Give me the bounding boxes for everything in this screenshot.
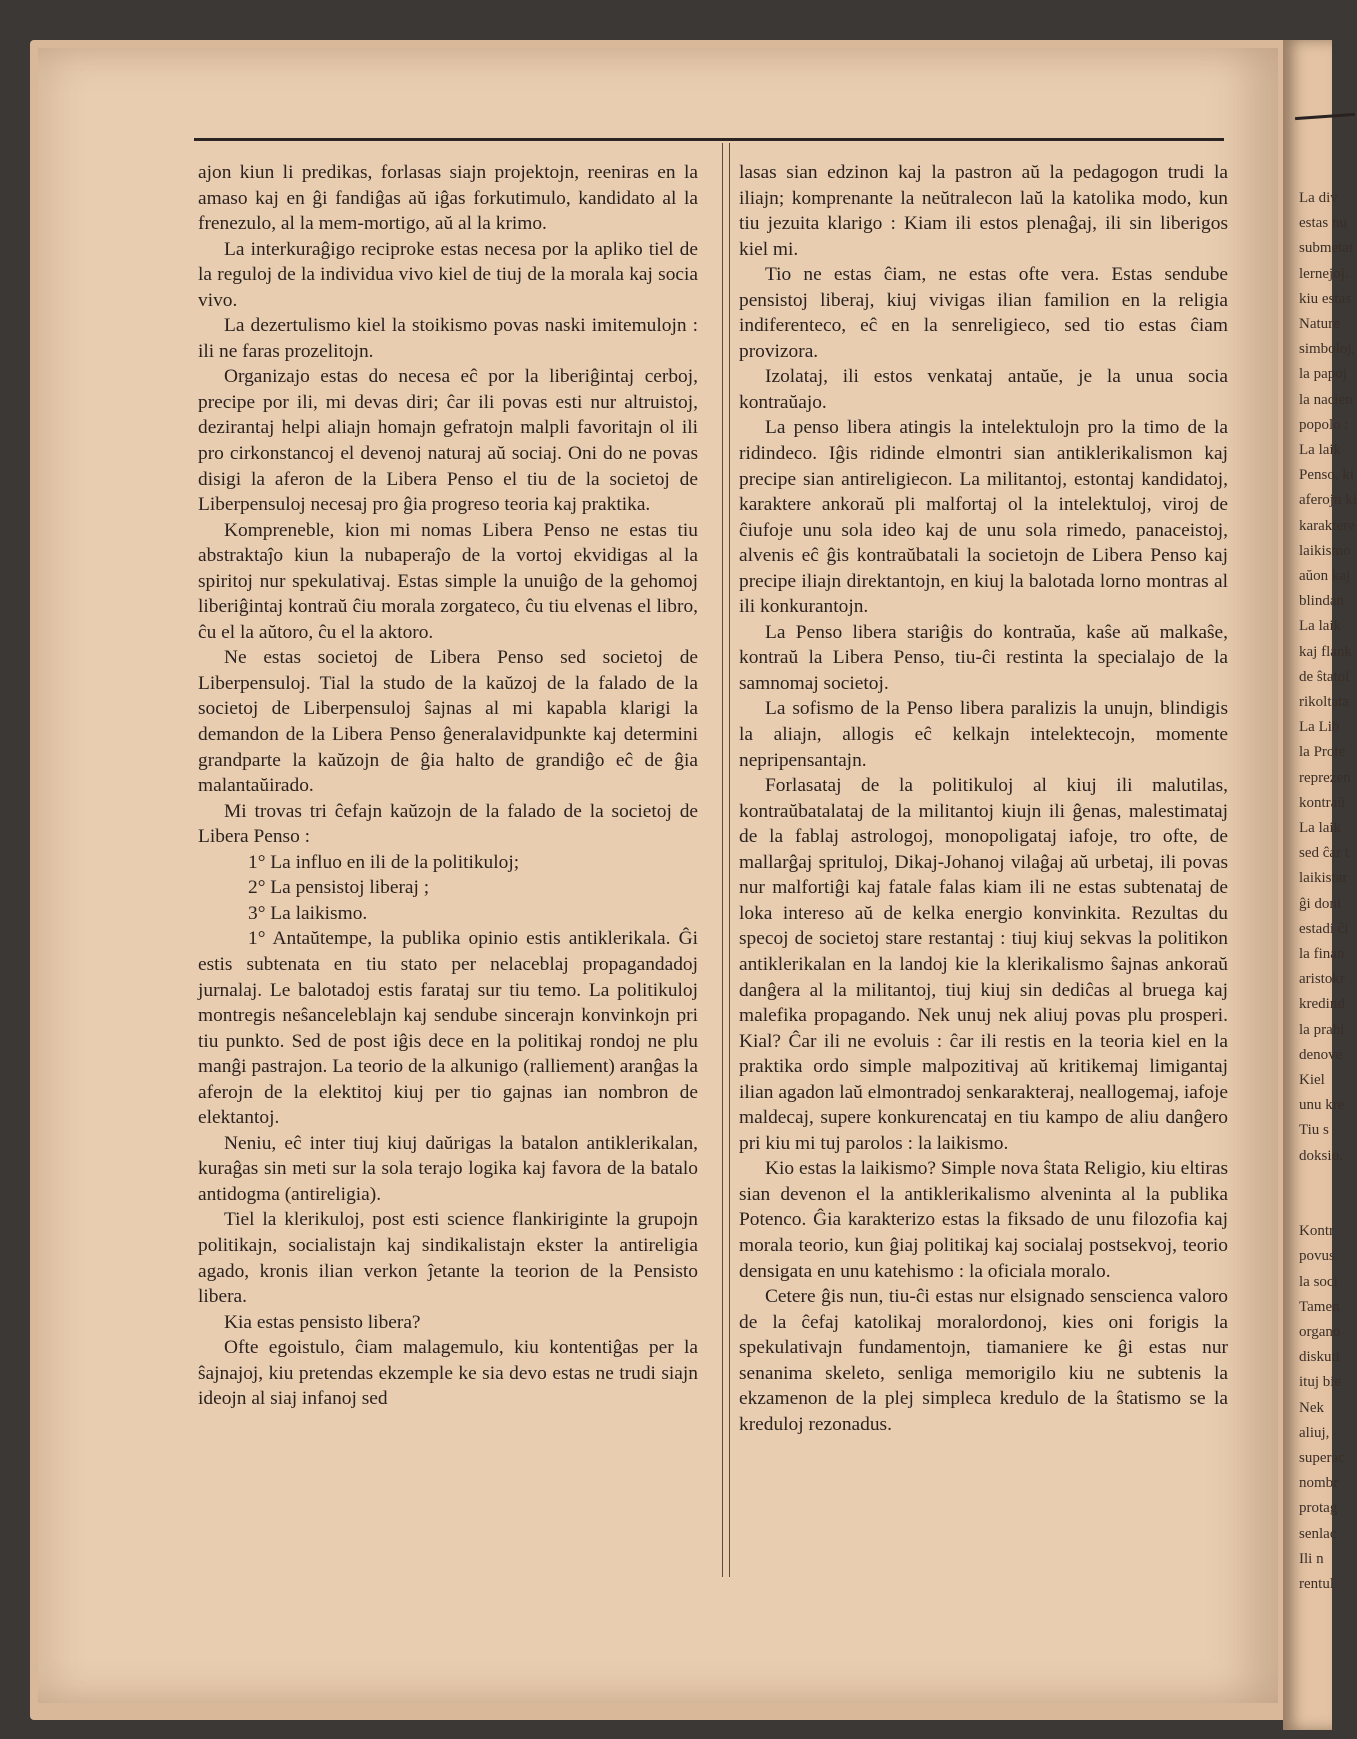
paragraph: 1° La influo en ili de la politikuloj; xyxy=(248,851,520,873)
facing-page-fragment: reprezen xyxy=(1299,769,1351,786)
facing-page-fragment: Nature xyxy=(1299,316,1340,332)
facing-page-fragment: Nek xyxy=(1299,1399,1324,1416)
facing-page-fragment: kontraŭ xyxy=(1299,794,1345,811)
paragraph: Forlasataj de la politikuloj al kiuj ili malutilas, kontraŭbatalataj de la militantoj kiujn ili ĝenas, malestimataj de la fablaj astrologoj, monopoligataj iafoje, tro ofte, de mallarĝaj sprituloj, Dikaj-Johanoj vilaĝaj aŭ urbetaj, ili povas nur malfortiĝi kaj fatale falas kiam ili ne estas subtenataj de loka intereso aŭ de kelka energio konvinkita. Rezultas du specoj de societoj stare restantaj : tiuj kiuj sekvas la politikon antiklerikalan en la landoj kie la klerikalismo ŝajnas ankoraŭ danĝera al la militantoj, tiuj kiuj sin dediĉas al bruega kaj malefika propagando. Nek unuj nek aliuj povas plu prosperi. Kial? Ĉar ili ne evoluis : ĉar ili restis en la teoria kiel en la praktika ordo simple malpozitivaj aŭ kritikemaj limigantaj ilian agadon laŭ elmontradoj senkarakteraj, neallogemaj, iafoje maldecaj, supere konkurencataj en tiu kampo de aliu danĝero pri kiu mi tuj parolos : la laikismo. xyxy=(739,775,1228,1154)
facing-page-fragment: protag xyxy=(1299,1500,1338,1517)
facing-page-fragment: la finan xyxy=(1299,946,1345,962)
facing-page-fragment: nombr xyxy=(1299,1475,1339,1492)
facing-page-fragment: Kiel xyxy=(1299,1072,1325,1088)
facing-page-fragment: la nacien xyxy=(1299,391,1353,408)
facing-page-fragment: La Lib xyxy=(1299,719,1340,736)
left-column xyxy=(198,160,698,1412)
facing-page-fragment: superac xyxy=(1299,1450,1345,1466)
facing-page-fragment: de ŝtatol xyxy=(1299,668,1350,685)
facing-page-fragment: la soci xyxy=(1299,1273,1338,1290)
facing-page-fragment: La laik xyxy=(1299,442,1342,458)
facing-page-fragment: Tamen xyxy=(1299,1298,1340,1315)
facing-page-fragment: la papoj xyxy=(1299,366,1347,383)
paragraph: Ne estas societoj de Libera Penso sed societoj de Liberpensuloj. Tial la studo de la kaŭzoj de la falado de la societoj de Liberpensuloj ŝajnas al mi kapabla klarigi la demandon de la Libera Penso ĝeneralavidpunkte kaj determini grandparte la kaŭzojn de ĝia halto de grandiĝo eĉ de ĝia malantaŭirado. xyxy=(198,647,698,797)
paragraph: Organizajo estas do necesa eĉ por la liberiĝintaj cerboj, precipe por ili, mi devas diri; ĉar ili povas esti nur altruistoj, dezirantaj helpi aliajn homajn gefratojn malpli favoritajn ol ili pro cirkonstancoj el devenoj naturaj aŭ sociaj. Oni do ne povas disigi la aferon de la Libera Penso el tiu de la societoj de Liberpensuloj necesaj pro ĝia progreso teoria kaj praktika. xyxy=(198,366,698,516)
paragraph: Kio estas la laikismo? Simple nova ŝtata Religio, kiu eltiras sian devenon el la antiklerikalismo alveninta al la publika Potenco. Ĝia karakterizo estas la fiksado de unu filozofia kaj morala teorio, kun ĝiaj politikaj kaj socialaj postsekvoj, teorio densigata en unu katehismo : la oficiala moralo. xyxy=(739,1158,1228,1282)
facing-page-fragment: povus xyxy=(1299,1248,1335,1265)
facing-page-fragment: sed ĉar t xyxy=(1299,845,1349,862)
facing-page-fragment: laikismo xyxy=(1299,542,1351,559)
facing-page-fragment: kaj flank xyxy=(1299,643,1352,660)
facing-page-fragment: estadi ĉi xyxy=(1299,920,1349,937)
facing-page-fragment: La laik xyxy=(1299,820,1342,836)
paragraph: La interkuraĝigo reciproke estas necesa por la apliko tiel de la reguloj de la individua vivo kiel de tiuj de la morala kaj socia vivo. xyxy=(198,238,698,311)
paragraph: ajon kiun li predikas, forlasas siajn projektojn, reeniras en la amaso kaj en ĝi fandiĝas aŭ iĝas forkutimulo, kandidato al la frenezulo, al la mem-mortigo, aŭ al la krimo. xyxy=(198,162,698,235)
facing-page-fragment: diskuti xyxy=(1299,1349,1340,1366)
facing-page-fragment: aferojn ki xyxy=(1299,492,1357,509)
header-rule xyxy=(194,138,1224,141)
facing-page-fragment: estas nu xyxy=(1299,215,1347,232)
paragraph: Kia estas pensisto libera? xyxy=(224,1311,421,1333)
facing-page-fragment: organo xyxy=(1299,1324,1341,1340)
facing-page-fragment: simboloj, xyxy=(1299,341,1356,358)
facing-page-fragment: laikistar xyxy=(1299,870,1348,887)
paragraph: Tiel la klerikuloj, post esti science flankiriginte la grupojn politikajn, socialistajn kaj sindikalistajn ekster la antireligia agado, kronis ilian verkon ĵetante la teorion de la Pensisto libera. xyxy=(198,1209,698,1308)
paragraph: lasas sian edzinon kaj la pastron aŭ la pedagogon trudi la iliajn; komprenante la neŭtralecon laŭ la katolika modo, kun tiu jezuita klarigo : Kiam ili estos plenaĝaj, ili sin liberigos kiel mi. xyxy=(739,162,1228,260)
facing-page-fragment: popolo : xyxy=(1299,416,1349,433)
facing-page-fragment: submetat xyxy=(1299,240,1354,257)
paragraph: Tio ne estas ĉiam, ne estas ofte vera. Estas sendube pensistoj liberaj, kiuj vivigas ilian familion en la religia indiferenteco, eĉ en la senreligieco, sed tio estas ĉiam provizora. xyxy=(739,264,1228,362)
paragraph: Ofte egoistulo, ĉiam malagemulo, kiu kontentiĝas per la ŝajnajoj, kiu pretendas ekzemple ke sia devo estas ne trudi siajn ideojn al siaj infanoj sed xyxy=(198,1337,698,1410)
facing-page-fragment: La laik xyxy=(1299,618,1342,635)
facing-page-fragment: blindan xyxy=(1299,593,1344,610)
facing-page-fragment: la Prote xyxy=(1299,744,1346,761)
column-divider xyxy=(722,143,730,1577)
facing-page-fragment: senlac xyxy=(1299,1525,1337,1542)
facing-page-fragment: denove xyxy=(1299,1046,1343,1063)
facing-page-fragment: La div xyxy=(1299,190,1338,206)
paragraph: Cetere ĝis nun, tiu-ĉi estas nur elsignado sensciencа valoro de la ĉefaj katolikaj moralordonoj, kies oni forigis la spekulativajn fundamentojn, tiamaniere ke ĝi estas nur senanima skeleto, senliga memorigilo kiu ne subtenis la ekzamenon de la plej simpleca kredulo de la ŝtatismo se la kreduloj rezonadus. xyxy=(739,1286,1228,1435)
facing-page-fragment: Ili n xyxy=(1299,1550,1324,1567)
facing-page-rule xyxy=(1295,113,1355,120)
facing-page-fragment: karaktere xyxy=(1299,517,1355,534)
facing-page-fragment: ituj bie xyxy=(1299,1374,1342,1391)
facing-page-fragment: Kontr xyxy=(1299,1223,1334,1240)
facing-page-fragment: aristokr xyxy=(1299,971,1345,988)
paragraph: Izolataj, ili estos venkataj antaŭe, je la unua socia kontraŭajo. xyxy=(739,366,1228,413)
facing-page-edge xyxy=(1283,40,1357,1730)
paragraph: 2° La pensistoj liberaj ; xyxy=(248,877,430,899)
paragraph: La Penso libera stariĝis do kontraŭa, kaŝe aŭ malkaŝe, kontraŭ la Libera Penso, tiu-ĉi restinta la specialajo de la samnomaj societoj. xyxy=(739,621,1228,694)
facing-page-fragment: kiu estas xyxy=(1299,290,1352,307)
facing-page-fragment: rikoltata xyxy=(1299,694,1349,710)
facing-page-fragment: la prahi xyxy=(1299,1021,1345,1038)
paragraph: La dezertulismo kiel la stoikismo povas naski imitemulojn : ili ne faras prozelitojn. xyxy=(198,315,698,362)
facing-page-fragment: aliuj, xyxy=(1299,1424,1330,1441)
right-column xyxy=(739,160,1228,1437)
paragraph: 1° Antaŭtempe, la publika opinio estis antiklerikala. Ĝi estis subtenata en tiu stato per nelaceblaj propagandadoj jurnalaj. Le balotadoj estis farataj sur tiu temo. La politikuloj montregis neŝanceleblajn kaj sendube sincerajn konvinkojn pri tiu punkto. Sed de post iĝis dece en la politikaj rondoj ne plu manĝi pastrajon. La teorio de la alkunigo (ralliement) aranĝas la aferojn de la elektitoj kiuj per tio gajnas ian nombron de elektantoj. xyxy=(198,928,698,1129)
facing-page-fragment: unu kre xyxy=(1299,1097,1345,1114)
facing-page-fragment: lernejoj. xyxy=(1299,265,1349,282)
paragraph: 3° La laikismo. xyxy=(248,902,368,924)
paragraph: Neniu, eĉ inter tiuj kiuj daŭrigas la batalon antiklerikalan, kuraĝas sin meti sur la sola terajo logika kaj favora de la batalo antidogma (antireligia). xyxy=(198,1132,698,1205)
facing-page-fragment: aŭon kaj xyxy=(1299,568,1351,584)
facing-page-fragment: Penso, ki xyxy=(1299,467,1355,484)
facing-page-fragment: doksio. xyxy=(1299,1147,1343,1164)
facing-page-fragment: kredind xyxy=(1299,996,1345,1013)
paragraph: La penso libera atingis la intelektulojn pro la timo de la ridindeco. Iĝis ridinde elmontri sian antiklerikalismon kaj precipe sian antireligiecon. La militantoj, estontaj kandidatoj, karaktere ankoraŭ pli malfortaj ol la intelektuloj, viroj de ĉiufoje unu sola ideo kaj de unu sola rimedo, panaceistoj, alvenis eĉ ĝis kontraŭbatali la societojn de Libera Penso kaj precipe iliajn direktantojn, en kiuj la balotada lorno montras al ili konkurantojn. xyxy=(739,417,1228,618)
paragraph: La sofismo de la Penso libera paralizis la unujn, blindigis la aliajn, allogis eĉ kelkajn intelektecojn, momente nepripensantajn. xyxy=(739,698,1228,771)
paragraph: Mi trovas tri ĉefajn kaŭzojn de la falado de la societoj de Libera Penso : xyxy=(198,800,698,848)
facing-page-fragment: Tiu s xyxy=(1299,1122,1329,1139)
facing-page-fragment: rentul xyxy=(1299,1576,1334,1592)
paragraph: Kompreneble, kion mi nomas Libera Penso ne estas tiu abstraktaĵo kiun la nubaperaĵo de la vortoj ekvidigas al la spiritoj nur spekulativaj. Estas simple la unuiĝo de la gehomoj liberiĝintaj kontraŭ ĉiu morala zorgateco, ĉu tiu elvenas el libro, ĉu el la aŭtoro, ĉu el la aktoro. xyxy=(198,519,698,643)
facing-page-fragment: ĝi doni xyxy=(1299,895,1342,912)
